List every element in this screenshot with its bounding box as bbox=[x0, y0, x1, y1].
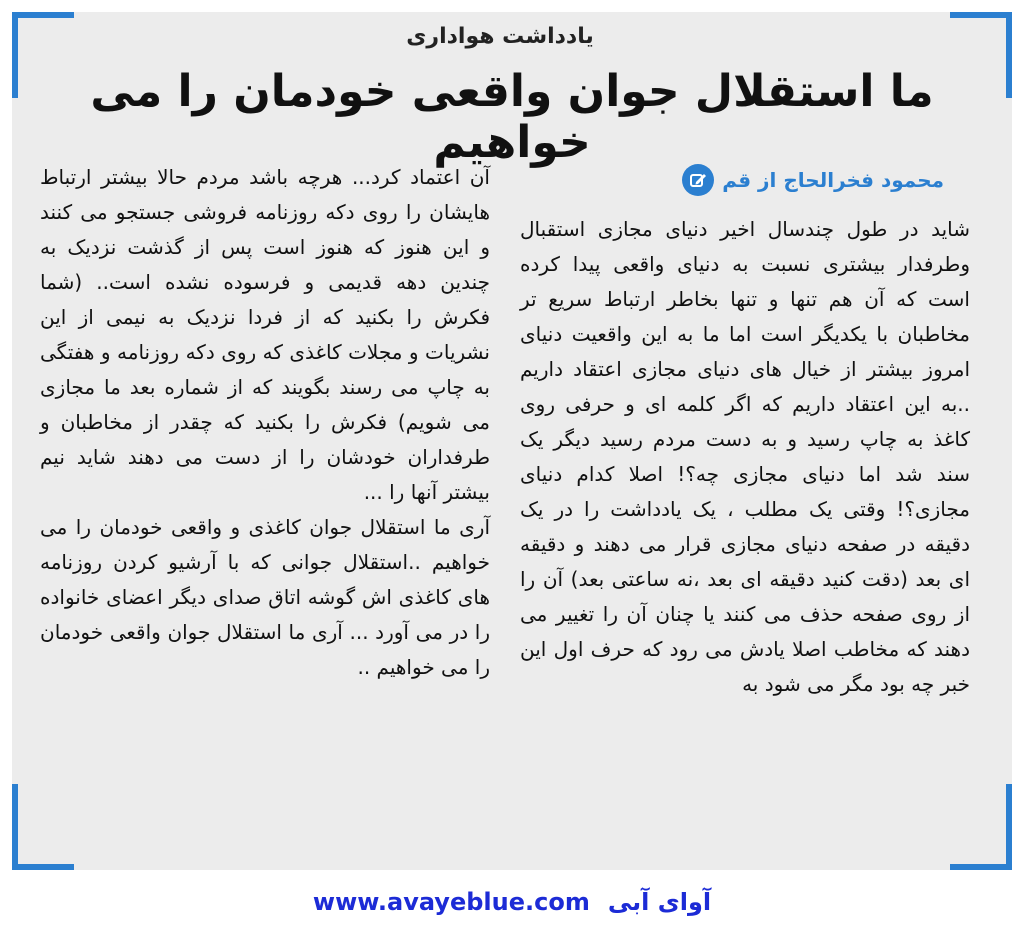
kicker-label: یادداشت هواداری bbox=[406, 24, 594, 49]
footer bbox=[0, 882, 1024, 922]
paragraph: شاید در طول چندسال اخیر دنیای مجازی استقبال وطرفدار بیشتری نسبت به دنیای واقعی پیدا کرده است که آن هم تنها و تنها بخاطر ارتباط سریع تر مخاطبان با یکدیگر است اما ما به این واقعیت دنیای امروز بیشتر از خیال های دنیای مجازی اعتقاد داریم ..به این اعتقاد داریم که اگر کلمه ای و حرفی روی کاغذ به چاپ رسید و به دست مردم رسید دیگر یک سند شد اما دنیای مجازی چه؟! اصلا کدام دنیای مجازی؟! وقتی یک مطلب ، یک یادداشت را در یک دقیقه در صفحه دنیای مجازی قرار می دهند و دقیقه ای بعد (دقت کنید دقیقه ای بعد ،نه ساعتی بعد) آن را از روی صفحه حذف می کنند یا چنان آن را تغییر می دهند که مخاطب اصلا یادش می رود که حرف اول این خبر چه بود مگر می شود به bbox=[520, 217, 970, 696]
footer-site-name: آوای آبی bbox=[607, 888, 712, 916]
pencil-edit-icon bbox=[682, 164, 714, 196]
author-byline bbox=[682, 160, 944, 200]
footer-url[interactable]: www.avayeblue.com bbox=[312, 888, 590, 916]
article-column-left bbox=[40, 160, 490, 685]
author-name: محمود فخرالحاج از قم bbox=[722, 168, 944, 192]
headline: ما استقلال جوان واقعی خودمان را می خواهیم bbox=[90, 66, 934, 168]
article-column-right bbox=[520, 212, 970, 702]
corner-bracket-bottom-right bbox=[950, 784, 1012, 870]
paragraph: آن اعتماد کرد... هرچه باشد مردم حالا بیشتر ارتباط هایشان را روی دکه روزنامه فروشی جستجو می کنند و این هنوز که هنوز است پس از گذشت نزدیک به چندین دهه قدیمی و فرسوده نشده است.. (شما فکرش را بکنید که از فردا نزدیک به نیمی از این نشریات و مجلات کاغذی که روی دکه روزنامه و هفتگی به چاپ می رسند بگویند که از شماره بعد ما مجازی می شویم) فکرش را بکنید که چقدر از مخاطبان و طرفداران خودشان را از دست می دهند شاید نیم بیشتر آنها را ... bbox=[40, 165, 490, 504]
paragraph: آری ما استقلال جوان کاغذی و واقعی خودمان را می خواهیم ..استقلال جوانی که با آرشیو کردن روزنامه های کاغذی اش گوشه اتاق صدای دیگر اعضای خانواده را در می آورد ... آری ما استقلال جوان واقعی خودمان را می خواهیم .. bbox=[40, 515, 490, 679]
corner-bracket-bottom-left bbox=[12, 784, 74, 870]
